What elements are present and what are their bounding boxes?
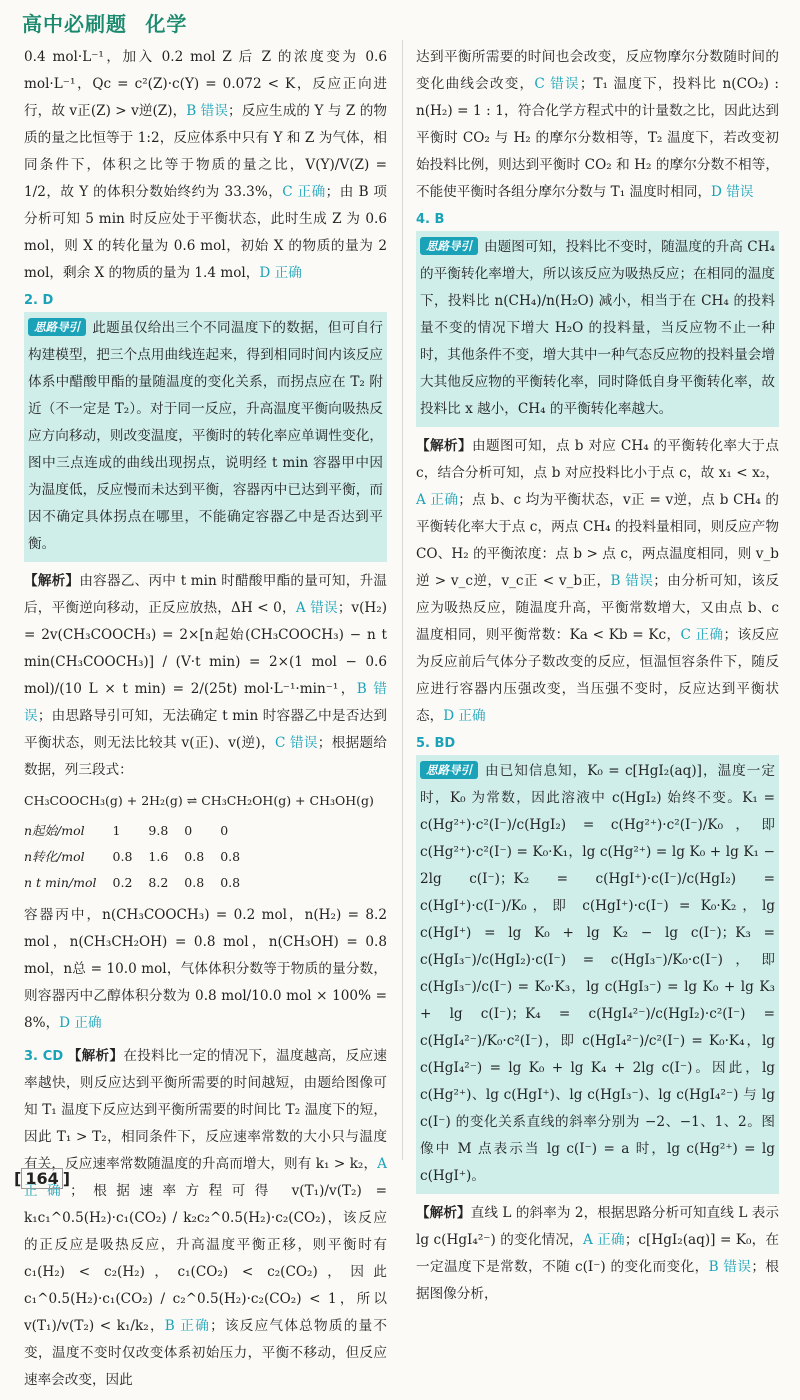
right-column	[416, 44, 779, 1314]
guide-text-4: 由题图可知，投料比不变时，随温度的升高 CH₄ 的平衡转化率增大，所以该反应为吸热反应；在相同的温度下，投料比 n(CH₄)/n(H₂O) 减小，相当于在 CH₄ 的投料量不变的情况下增大 H₂O 的投料量，当反应物不止一种时，其他条件不变，增大其中一种气态反应物的投料量会增大其他反应物的平衡转化率，同时降低自身平衡转化率，故投料比 x 越小，CH₄ 的平衡转化率越大。	[420, 239, 775, 417]
question-3-number: 3. CD	[24, 1049, 64, 1064]
table-row: n起始/mol 1 9.8 0 0	[24, 823, 229, 838]
guide-box-5	[416, 755, 779, 1194]
mark-c: C 正确	[282, 184, 326, 200]
answer-3-continued: 达到平衡所需要的时间也会改变，反应物摩尔分数随时间的变化曲线会改变，C 错误；T₁ 温度下，投料比 n(CO₂) : n(H₂) = 1 : 1，符合化学方程式中的计量数之比，因此达到平衡时 CO₂ 与 H₂ 的摩尔分数相等，T₂ 温度下，若改变初始投料比例，则达到平衡时 CO₂ 和 H₂ 的摩尔分数不相等，不能使平衡时各组分摩尔分数与 T₁ 温度时相同，D 错误	[416, 49, 780, 200]
guide-text-2: 此题虽仅给出三个不同温度下的数据，但可自行构建模型，把三个点用曲线连起来，得到相同时间内该反应体系中醋酸甲酯的量随温度的变化关系，而拐点应在 T₂ 附近（不一定是 T₂）。对于同一反应，升高温度平衡向吸热反应方向移动，则改变温度，平衡时的转化率应单调性变化，图中三点连成的曲线出现拐点，说明经 t min 容器甲中因为温度低，反应慢而未达到平衡，容器丙中已达到平衡，而因不确定具体拐点在哪里，不能确定容器乙中是否达到平衡。	[28, 320, 383, 552]
guide-tag: 思路导引	[420, 237, 478, 255]
analysis-2-conclusion: 容器丙中，n(CH₃COOCH₃) = 0.2 mol，n(H₂) = 8.2 mol，n(CH₃CH₂OH) = 0.8 mol，n(CH₃OH) = 0.8 mol，n总 = 10.0 mol，气体体积分数等于物质的量分数，则容器丙中乙醇体积分数为 0.8 mol/10.0 mol × 100% = 8%，D 正确	[24, 907, 387, 1031]
guide-tag: 思路导引	[420, 761, 478, 779]
book-title: 高中必刷题	[22, 12, 127, 36]
mark-b: B 错误	[186, 103, 229, 119]
reaction-equation: CH₃COOCH₃(g) + 2H₂(g) ⇌ CH₃CH₂OH(g) + CH₃OH(g)	[24, 793, 374, 808]
subject-title: 化学	[145, 12, 188, 36]
guide-text-5: 由已知信息知，K₀ = c[HgI₂(aq)]，温度一定时，K₀ 为常数，因此溶液中 c(HgI₂) 始终不变。K₁ = c(Hg²⁺)·c²(I⁻)/c(HgI₂) = c(Hg²⁺)·c²(I⁻)/K₀，即 c(Hg²⁺)·c²(I⁻) = K₀·K₁，lg c(Hg²⁺) = lg K₀ + lg K₁ − 2lg c(I⁻)；K₂ = c(HgI⁺)·c(I⁻)/c(HgI₂) = c(HgI⁺)·c(I⁻)/K₀，即 c(HgI⁺)·c(I⁻) = K₀·K₂，lg c(HgI⁺) = lg K₀ + lg K₂ − lg c(I⁻)；K₃ = c(HgI₃⁻)/c(HgI₂)·c(I⁻) = c(HgI₃⁻)/K₀·c(I⁻)，即 c(HgI₃⁻)/c(I⁻) = K₀·K₃，lg c(HgI₃⁻) = lg K₀ + lg K₃ + lg c(I⁻)；K₄ = c(HgI₄²⁻)/c(HgI₂)·c²(I⁻) = c(HgI₄²⁻)/K₀·c²(I⁻)，即 c(HgI₄²⁻)/c²(I⁻) = K₀·K₄，lg c(HgI₄²⁻) = lg K₀ + lg K₄ + 2lg c(I⁻)。因此，lg c(Hg²⁺)、lg c(HgI⁺)、lg c(HgI₃⁻)、lg c(HgI₄²⁻) 与 lg c(I⁻) 的变化关系直线的斜率分别为 −2、−1、1、2。图像中 M 点表示当 lg c(I⁻) = a 时，lg c(Hg²⁺) = lg c(HgI⁺)。	[420, 763, 775, 1184]
guide-box-4	[416, 231, 779, 427]
page-header	[22, 8, 187, 48]
page-number: [ 164 ]	[14, 1169, 71, 1188]
analysis-4: 【解析】由题图可知，点 b 对应 CH₄ 的平衡转化率大于点 c，结合分析可知，点 b 对应投料比小于点 c，故 x₁ < x₂，A 正确；点 b、c 均为平衡状态，v正 = v逆，点 b CH₄ 的平衡转化率大于点 c，两点 CH₄ 的投料量相同，则反应产物 CO、H₂ 的平衡浓度：点 b > 点 c，两点温度相同，则 v_b逆 > v_c逆，v_c正 < v_b正，B 错误；由分析可知，该反应为吸热反应，随温度升高，平衡常数增大，又由点 b、c 温度相同，则平衡常数：Ka < Kb = Kc，C 正确；该反应为反应前后气体分子数改变的反应，恒温恒容条件下，随反应进行容器内压强改变，当压强不变时，反应达到平衡状态，D 正确	[416, 438, 780, 724]
analysis-3: 3. CD 【解析】在投料比一定的情况下，温度越高，反应速率越快，则反应达到平衡所需要的时间越短，由题给图像可知 T₁ 温度下反应达到平衡所需要的时间比 T₂ 温度下的短，因此 T₁ > T₂，相同条件下，反应速率常数的大小只与温度有关，反应速率常数随温度的升高而增大，则有 k₁ > k₂，A 正确；根据速率方程可得 v(T₁)/v(T₂) = k₁c₁^0.5(H₂)·c₁(CO₂) / k₂c₂^0.5(H₂)·c₂(CO₂)，该反应的正反应是吸热反应，升高温度平衡正移，则平衡时有 c₁(H₂) < c₂(H₂)，c₁(CO₂) < c₂(CO₂)，因此 c₁^0.5(H₂)·c₁(CO₂) / c₂^0.5(H₂)·c₂(CO₂) < 1，所以 v(T₁)/v(T₂) < k₁/k₂，B 正确；该反应气体总物质的量不变，温度不变时仅改变体系初始压力，平衡不移动，但反应速率会改变，因此	[24, 1048, 388, 1388]
analysis-5: 【解析】直线 L 的斜率为 2，根据思路分析可知直线 L 表示 lg c(HgI₄²⁻) 的变化情况，A 正确；c[HgI₂(aq)] = K₀，在一定温度下是常数，不随 c(I⁻) 的变化而变化，B 错误；根据图像分析，	[416, 1205, 780, 1302]
answer-1-continued: 0.4 mol·L⁻¹，加入 0.2 mol Z 后 Z 的浓度变为 0.6 mol·L⁻¹，Qc = c²(Z)·c(Y) = 0.072 < K，反应正向进行，故 v正(Z) > v逆(Z)，B 错误；反应生成的 Y 与 Z 的物质的量之比恒等于 1:2，反应体系中只有 Y 和 Z 为气体，相同条件下，体积之比等于物质的量之比，V(Y)/V(Z) = 1/2，故 Y 的体积分数始终约为 33.3%，C 正确；由 B 项分析可知 5 min 时反应处于平衡状态，此时生成 Z 为 0.6 mol，则 X 的转化量为 0.6 mol，初始 X 的物质的量为 2 mol，剩余 X 的物质的量为 1.4 mol，D 正确	[24, 49, 387, 281]
analysis-2: 【解析】由容器乙、丙中 t min 时醋酸甲酯的量可知，升温后，平衡逆向移动，正反应放热，ΔH < 0，A 错误；v(H₂) = 2v(CH₃COOCH₃) = 2×[n起始(CH₃COOCH₃) − n t min(CH₃COOCH₃)] / (V·t min) = 2×(1 mol − 0.6 mol)/(10 L × t min) = 2/(25t) mol·L⁻¹·min⁻¹，B 错误；由思路导引可知，无法确定 t min 时容器乙中是否达到平衡状态，则无法比较其 v(正)、v(逆)，C 错误；根据题给数据，列三段式：	[24, 573, 388, 778]
guide-box-2	[24, 312, 387, 562]
table-row: n转化/mol 0.8 1.6 0.8 0.8	[24, 849, 241, 864]
table-row: n t min/mol 0.2 8.2 0.8 0.8	[24, 875, 241, 890]
guide-tag: 思路导引	[28, 318, 86, 336]
column-divider	[402, 40, 403, 1160]
mark-d: D 正确	[259, 265, 302, 281]
question-5-number: 5. BD	[416, 736, 456, 751]
question-4-number: 4. B	[416, 212, 445, 227]
left-column	[24, 44, 387, 1400]
three-stage-table	[24, 818, 248, 896]
question-2-number: 2. D	[24, 293, 54, 308]
